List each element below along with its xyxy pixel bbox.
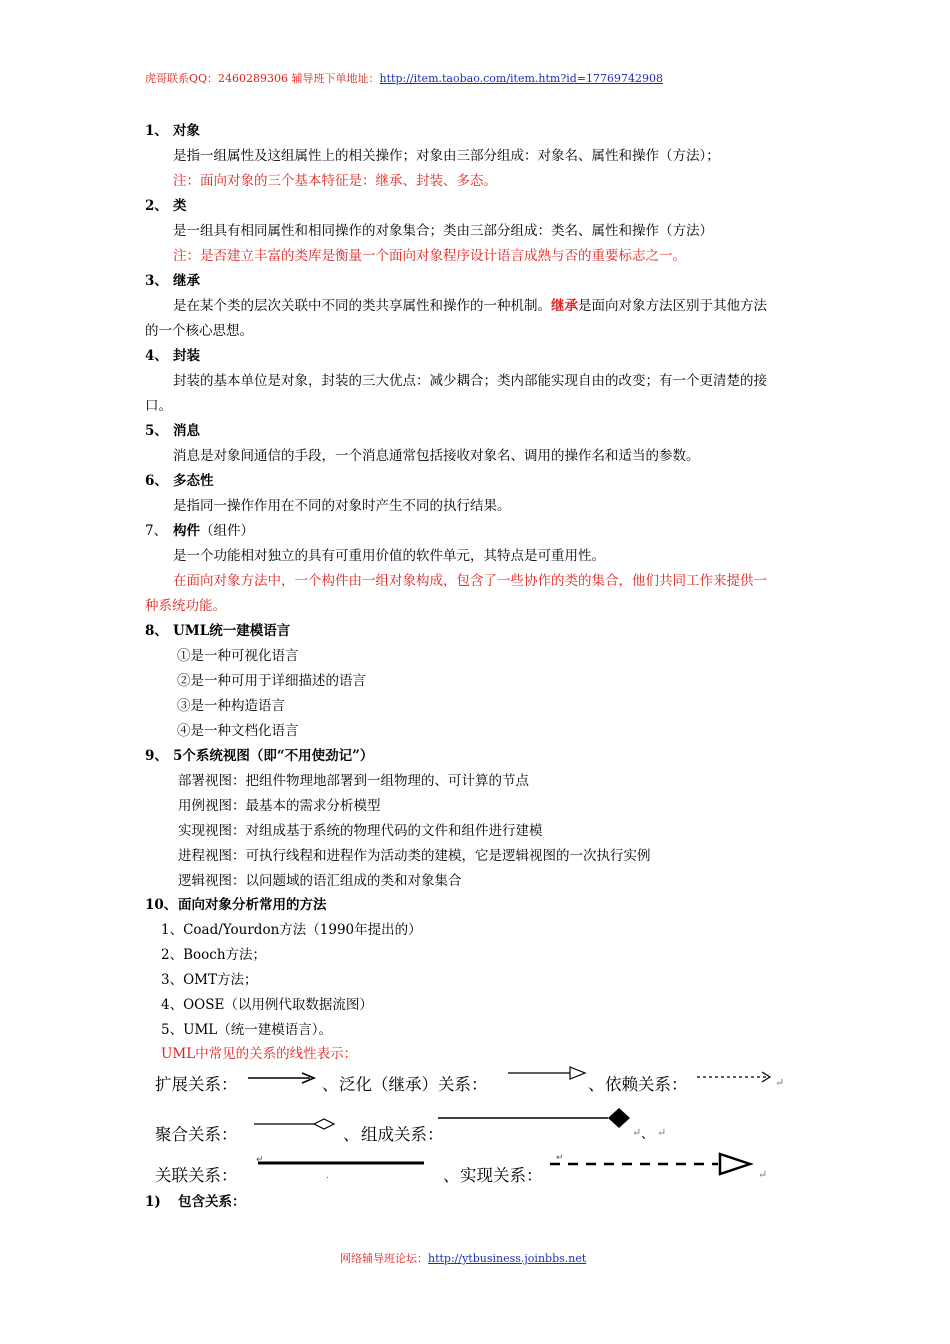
svg-text:.: . — [326, 1171, 329, 1180]
sep: 、 — [588, 1075, 605, 1094]
list-item: 5、UML（统一建模语言）。 — [161, 1022, 333, 1038]
header-link[interactable]: http://item.taobao.com/item.htm?id=17769742908 — [379, 72, 664, 85]
label-realize: 实现关系： — [460, 1166, 543, 1185]
section-6-heading — [145, 469, 214, 489]
body-text: 是在某个类的层次关联中不同的类共享属性和操作的一种机制。 — [173, 298, 551, 314]
footer-bar — [340, 1250, 586, 1266]
extend-arrow-icon — [246, 1070, 318, 1086]
list-item: ①是一种可视化语言 — [177, 648, 299, 664]
sep: 、 — [641, 1127, 655, 1142]
section-5-heading — [145, 419, 200, 439]
list-item: ③是一种构造语言 — [177, 698, 285, 714]
section-3-body — [173, 294, 767, 314]
section-number: 10、 — [145, 897, 178, 913]
return-mark-icon: ↵ — [758, 1168, 768, 1181]
uml-note: UML中常见的关系的线性表示： — [161, 1046, 358, 1062]
section-title: 对象 — [173, 123, 200, 139]
section-title: 构件 — [173, 523, 200, 539]
section-3-body-cont: 的一个核心思想。 — [145, 323, 253, 339]
subsection-heading — [145, 1190, 246, 1210]
list-item: 实现视图：对组成基于系统的物理代码的文件和组件进行建模 — [178, 823, 543, 839]
label-extend: 扩展关系： — [155, 1075, 238, 1094]
sep: 、 — [322, 1075, 339, 1094]
section-number: 1) — [145, 1194, 161, 1210]
list-item: ②是一种可用于详细描述的语言 — [177, 673, 366, 689]
section-title: 5个系统视图（即“不用使劲记”） — [173, 748, 374, 764]
section-title: 多态性 — [173, 473, 214, 489]
compose-line-icon — [436, 1106, 632, 1130]
section-number: 8、 — [145, 623, 168, 639]
depend-arrow-icon — [695, 1070, 775, 1084]
section-number: 7、 — [145, 523, 168, 539]
section-1-heading — [145, 119, 200, 139]
section-number: 4、 — [145, 348, 168, 364]
section-6-body: 是指同一操作作用在不同的对象时产生不同的执行结果。 — [173, 498, 511, 514]
footer-text: 网络辅导班论坛： — [340, 1252, 428, 1265]
section-2-note: 注：是否建立丰富的类库是衡量一个面向对象程序设计语言成熟与否的重要标志之一。 — [173, 248, 686, 264]
section-9-heading — [145, 744, 373, 764]
label-aggregate: 聚合关系： — [155, 1125, 238, 1144]
list-item: 进程视图：可执行线程和进程作为活动类的建模，它是逻辑视图的一次执行实例 — [178, 848, 651, 864]
list-item: 部署视图：把组件物理地部署到一组物理的、可计算的节点 — [178, 773, 529, 789]
section-number: 6、 — [145, 473, 168, 489]
section-title: 包含关系： — [178, 1194, 246, 1210]
list-item: 逻辑视图：以问题域的语汇组成的类和对象集合 — [178, 873, 462, 889]
section-number: 1、 — [145, 123, 168, 139]
label-compose: 组成关系： — [361, 1125, 444, 1144]
header-bar — [145, 70, 663, 86]
return-mark-icon: ↵ — [657, 1126, 667, 1139]
section-3-heading — [145, 269, 200, 289]
section-5-body: 消息是对象间通信的手段，一个消息通常包括接收对象名、调用的操作名和适当的参数。 — [173, 448, 700, 464]
header-text: 虎哥联系QQ：2460289306 辅导班下单地址： — [145, 72, 380, 85]
body-text: 是面向对象方法区别于其他方法 — [578, 298, 767, 314]
section-1-note: 注：面向对象的三个基本特征是：继承、封装、多态。 — [173, 173, 497, 189]
section-4-body-cont: 口。 — [145, 398, 172, 414]
section-title: 封装 — [173, 348, 200, 364]
section-number: 9、 — [145, 748, 168, 764]
section-title: 类 — [173, 198, 187, 214]
svg-text:↵: ↵ — [556, 1153, 564, 1163]
section-title: 消息 — [173, 423, 200, 439]
list-item: 4、OOSE（以用例代取数据流图） — [161, 997, 373, 1013]
label-generalize: 泛化（继承）关系： — [339, 1075, 488, 1094]
section-7-note-cont: 种系统功能。 — [145, 598, 226, 614]
section-1-body: 是指一组属性及这组属性上的相关操作；对象由三部分组成：对象名、属性和操作（方法）； — [173, 148, 720, 164]
label-associate: 关联关系： — [155, 1166, 238, 1185]
label-depend: 依赖关系： — [605, 1075, 688, 1094]
highlight-text: 继承 — [551, 298, 578, 314]
svg-text:↵: ↵ — [256, 1155, 264, 1165]
list-item: 用例视图：最基本的需求分析模型 — [178, 798, 381, 814]
section-7-note: 在面向对象方法中，一个构件由一组对象构成，包含了一些协作的类的集合，他们共同工作来提供一 — [173, 573, 767, 589]
return-mark-icon: ↵ — [775, 1076, 785, 1089]
footer-link[interactable]: http://ytbusiness.joinbbs.net — [428, 1252, 587, 1265]
realize-arrow-icon — [546, 1150, 754, 1178]
sep: 、 — [343, 1125, 360, 1144]
section-title: 面向对象分析常用的方法 — [178, 897, 327, 913]
list-item: 3、OMT方法； — [161, 972, 258, 988]
aggregate-line-icon — [252, 1116, 338, 1132]
section-title: UML统一建模语言 — [173, 623, 291, 639]
section-7-heading — [145, 519, 254, 539]
section-title-suffix: （组件） — [200, 523, 254, 539]
section-10-heading — [145, 893, 327, 913]
section-number: 5、 — [145, 423, 168, 439]
associate-line-icon — [256, 1154, 428, 1180]
section-4-body: 封装的基本单位是对象，封装的三大优点：减少耦合；类内部能实现自由的改变；有一个更清楚的接 — [173, 373, 767, 389]
sep: 、 — [443, 1166, 460, 1185]
return-mark-icon: ↵ — [632, 1126, 642, 1139]
list-item: ④是一种文档化语言 — [177, 723, 299, 739]
section-7-body: 是一个功能相对独立的具有可重用价值的软件单元，其特点是可重用性。 — [173, 548, 605, 564]
list-item: 2、Booch方法； — [161, 947, 267, 963]
section-8-heading — [145, 619, 290, 639]
section-number: 3、 — [145, 273, 168, 289]
section-2-body: 是一组具有相同属性和相同操作的对象集合；类由三部分组成：类名、属性和操作（方法） — [173, 223, 713, 239]
list-item: 1、Coad/Yourdon方法（1990年提出的） — [161, 922, 422, 938]
section-2-heading — [145, 194, 187, 214]
section-number: 2、 — [145, 198, 168, 214]
generalize-arrow-icon — [508, 1065, 588, 1081]
section-4-heading — [145, 344, 200, 364]
section-title: 继承 — [173, 273, 200, 289]
